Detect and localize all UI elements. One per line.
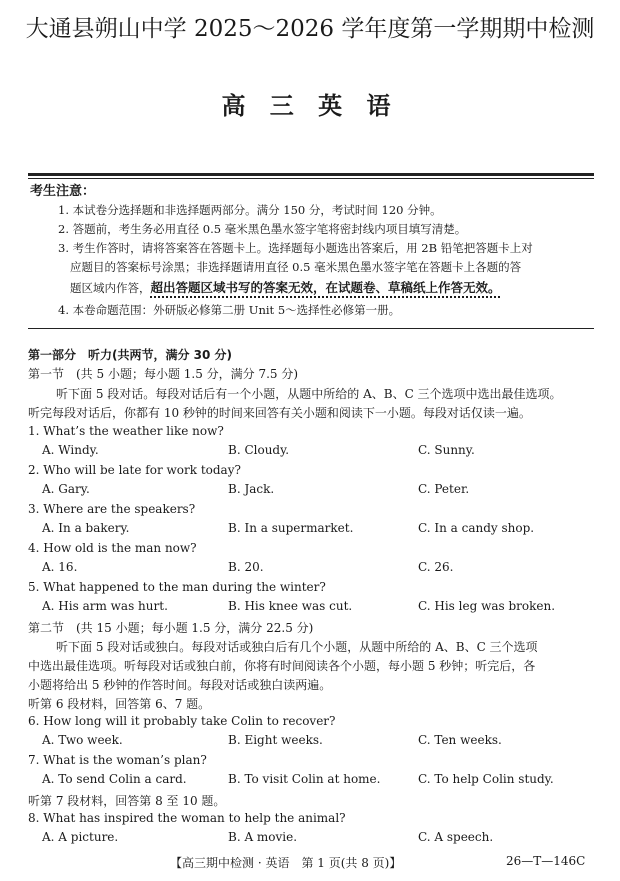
option-b[interactable]: B. A movie.: [228, 830, 298, 844]
option-c[interactable]: C. 26.: [418, 560, 454, 574]
divider: [28, 173, 594, 176]
question-text: 5. What happened to the man during the winter?: [28, 580, 326, 594]
exam-title: 大通县朔山中学 2025～2026 学年度第一学期期中检测: [25, 16, 595, 42]
question-text: 3. Where are the speakers?: [28, 502, 196, 516]
option-a[interactable]: A. To send Colin a card.: [42, 772, 187, 786]
option-c[interactable]: C. Ten weeks.: [418, 733, 502, 747]
question-text: 6. How long will it probably take Colin to recover?: [28, 714, 336, 728]
option-b[interactable]: B. In a supermarket.: [228, 521, 354, 535]
notice-emphasis: 超出答题区域书写的答案无效，在试题卷、草稿纸上作答无效。: [150, 280, 501, 295]
option-c[interactable]: C. Peter.: [418, 482, 470, 496]
option-b[interactable]: B. 20.: [228, 560, 264, 574]
material-heading: 听第 7 段材料，回答第 8 至 10 题。: [28, 794, 226, 808]
option-c[interactable]: C. In a candy shop.: [418, 521, 535, 535]
notice-item: 1. 本试卷分选择题和非选择题两部分。满分 150 分，考试时间 120 分钟。: [58, 203, 442, 217]
question-text: 1. What’s the weather like now?: [28, 424, 224, 438]
notice-item: 应题目的答案标号涂黑；非选择题请用直径 0.5 毫米黑色墨水签字笔在答题卡上各题的答: [70, 260, 522, 274]
subject-title: 高 三 英 语: [221, 92, 399, 120]
notice-item: [70, 278, 501, 296]
question-text: 8. What has inspired the woman to help the animal?: [28, 811, 346, 825]
option-b[interactable]: B. His knee was cut.: [228, 599, 353, 613]
option-a[interactable]: A. A picture.: [42, 830, 119, 844]
option-c[interactable]: C. To help Colin study.: [418, 772, 554, 786]
instruction-text: 听下面 5 段对话。每段对话后有一个小题，从题中所给的 A、B、C 三个选项中选出最佳选项。: [56, 387, 562, 401]
material-heading: 听第 6 段材料，回答第 6、7 题。: [28, 697, 211, 711]
option-a[interactable]: A. His arm was hurt.: [42, 599, 168, 613]
instruction-text: 中选出最佳选项。听每段对话或独白前，你将有时间阅读各个小题，每小题 5 秒钟；听完后，各: [28, 659, 536, 673]
instruction-text: 小题将给出 5 秒钟的作答时间。每段对话或独白读两遍。: [28, 678, 332, 692]
notice-heading: 考生注意：: [30, 184, 96, 199]
option-b[interactable]: B. To visit Colin at home.: [228, 772, 381, 786]
notice-text: 题区域内作答，: [70, 281, 151, 295]
option-a[interactable]: A. Two week.: [42, 733, 123, 747]
question-text: 7. What is the woman’s plan?: [28, 753, 207, 767]
paper-code: 26—T—146C: [506, 854, 586, 868]
divider: [28, 178, 594, 179]
divider: [28, 328, 594, 329]
option-b[interactable]: B. Jack.: [228, 482, 275, 496]
option-c[interactable]: C. Sunny.: [418, 443, 475, 457]
option-a[interactable]: A. Windy.: [42, 443, 99, 457]
option-b[interactable]: B. Eight weeks.: [228, 733, 323, 747]
notice-item: 2. 答题前，考生务必用直径 0.5 毫米黑色墨水签字笔将密封线内项目填写清楚。: [58, 222, 467, 236]
question-text: 4. How old is the man now?: [28, 541, 197, 555]
option-c[interactable]: C. A speech.: [418, 830, 494, 844]
option-a[interactable]: A. In a bakery.: [42, 521, 130, 535]
option-a[interactable]: A. 16.: [42, 560, 78, 574]
instruction-text: 听完每段对话后，你都有 10 秒钟的时间来回答有关小题和阅读下一小题。每段对话仅读一遍。: [28, 406, 531, 420]
option-a[interactable]: A. Gary.: [42, 482, 90, 496]
notice-item: 3. 考生作答时，请将答案答在答题卡上。选择题每小题选出答案后，用 2B 铅笔把答题卡上对: [58, 241, 533, 255]
page-footer: 【高三期中检测 · 英语 第 1 页(共 8 页)】: [170, 856, 402, 870]
instruction-text: 听下面 5 段对话或独白。每段对话或独白后有几个小题，从题中所给的 A、B、C 三个选项: [56, 640, 538, 654]
question-text: 2. Who will be late for work today?: [28, 463, 241, 477]
notice-item: 4. 本卷命题范围：外研版必修第二册 Unit 5～选择性必修第一册。: [58, 303, 401, 317]
section-heading: 第一节 (共 5 小题；每小题 1.5 分，满分 7.5 分): [28, 367, 299, 381]
section-heading: 第二节 (共 15 小题；每小题 1.5 分，满分 22.5 分): [28, 621, 314, 635]
option-c[interactable]: C. His leg was broken.: [418, 599, 556, 613]
option-b[interactable]: B. Cloudy.: [228, 443, 290, 457]
part-heading: 第一部分 听力(共两节，满分 30 分): [28, 348, 233, 362]
